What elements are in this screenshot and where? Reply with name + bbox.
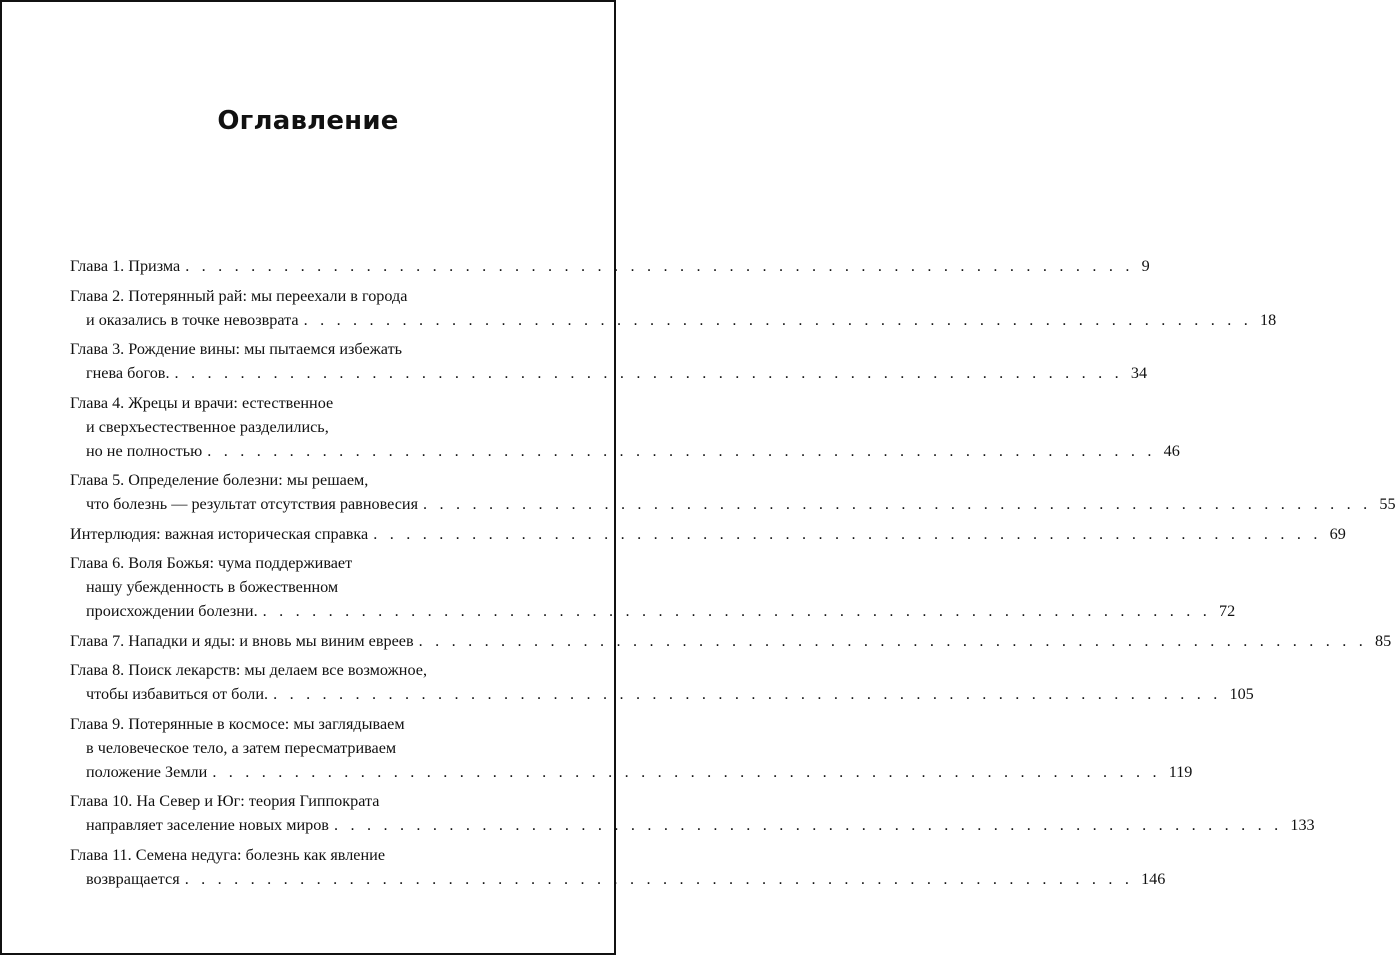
toc-entry-line: Глава 10. На Север и Юг: теория Гиппократа: [70, 792, 380, 810]
toc-entry: [70, 712, 1193, 784]
toc-entry: [70, 284, 1277, 332]
toc-entry: [70, 391, 1180, 463]
toc-entry-text: возвращается: [86, 869, 180, 888]
dot-leader: . . . . . . . . . . . . . . . . . . . . . . . . . . . . . . . . . . . . . . . . . . . . . . . . . . . . . . . . . .: [184, 869, 1134, 888]
toc-entry-text: происхождении болезни.: [86, 602, 258, 620]
toc-entry-line: [70, 361, 1148, 385]
toc-entry-line: [70, 439, 1180, 463]
dot-leader: . . . . . . . . . . . . . . . . . . . . . . . . . . . . . . . . . . . . . . . . . . . . . . . . . . . . . . . . . .: [373, 524, 1322, 543]
toc-entry-line: Глава 6. Воля Божья: чума поддерживает: [70, 554, 353, 572]
toc-entry-line: Глава 8. Поиск лекарств: мы делаем все возможное,: [70, 661, 427, 679]
dot-leader: . . . . . . . . . . . . . . . . . . . . . . . . . . . . . . . . . . . . . . . . . . . . . . . . . . . . . . . . . .: [423, 495, 1372, 513]
toc-page-number: 18: [1259, 310, 1277, 329]
toc-entry-line: Глава 5. Определение болезни: мы решаем,: [70, 471, 369, 489]
toc-entry-text: Глава 1. Призма: [70, 257, 181, 275]
toc-entry-line: [70, 492, 1396, 516]
toc-page-number: 72: [1219, 602, 1236, 620]
toc-entry-line: Глава 9. Потерянные в космосе: мы заглядываем: [70, 714, 405, 733]
toc-entry-text: чтобы избавиться от боли.: [86, 685, 269, 703]
toc-entry: [70, 551, 1236, 623]
toc-entry-text: Глава 7. Нападки и яды: и вновь мы виним евреев: [70, 631, 414, 650]
dot-leader: . . . . . . . . . . . . . . . . . . . . . . . . . . . . . . . . . . . . . . . . . . . . . . . . . . . . . . . . . .: [333, 816, 1283, 834]
toc-entry-line: [70, 522, 1346, 546]
table-of-contents: [70, 254, 1396, 896]
toc-entry: [70, 468, 1396, 516]
dot-leader: . . . . . . . . . . . . . . . . . . . . . . . . . . . . . . . . . . . . . . . . . . . . . . . . . . . . . . . . . .: [207, 441, 1156, 460]
toc-entry-text: гнева богов.: [86, 364, 170, 382]
toc-page-number: 105: [1229, 685, 1254, 703]
toc-page-number: 85: [1374, 631, 1392, 650]
toc-entry-line: нашу убежденность в божественном: [86, 578, 339, 596]
dot-leader: . . . . . . . . . . . . . . . . . . . . . . . . . . . . . . . . . . . . . . . . . . . . . . . . . . . . . . . . . .: [273, 685, 1222, 703]
toc-entry-line: [70, 867, 1166, 891]
toc-entry-line: [70, 308, 1277, 332]
toc-entry-line: Глава 3. Рождение вины: мы пытаемся избежать: [70, 340, 403, 358]
toc-entry-line: и сверхъестественное разделились,: [86, 417, 329, 436]
toc-entry-line: [70, 760, 1193, 784]
toc-entry: [70, 789, 1315, 837]
toc-entry-line: [70, 254, 1150, 278]
toc-entry: [70, 843, 1166, 891]
toc-entry-line: Глава 11. Семена недуга: болезнь как явление: [70, 845, 386, 864]
dot-leader: . . . . . . . . . . . . . . . . . . . . . . . . . . . . . . . . . . . . . . . . . . . . . . . . . . . . . . . . . .: [262, 602, 1212, 620]
toc-entry-line: Глава 2. Потерянный рай: мы переехали в города: [70, 286, 408, 305]
dot-leader: . . . . . . . . . . . . . . . . . . . . . . . . . . . . . . . . . . . . . . . . . . . . . . . . . . . . . . . . . .: [418, 631, 1367, 650]
dot-leader: . . . . . . . . . . . . . . . . . . . . . . . . . . . . . . . . . . . . . . . . . . . . . . . . . . . . . . . . . .: [212, 762, 1161, 781]
toc-entry: [70, 522, 1346, 546]
toc-entry: [70, 337, 1148, 385]
dot-leader: . . . . . . . . . . . . . . . . . . . . . . . . . . . . . . . . . . . . . . . . . . . . . . . . . . . . . . . . . .: [174, 364, 1123, 382]
toc-entry-line: [70, 813, 1315, 837]
toc-entry: [70, 658, 1254, 706]
toc-page-number: 55: [1379, 495, 1396, 513]
toc-entry-text: направляет заселение новых миров: [86, 816, 329, 834]
dot-leader: . . . . . . . . . . . . . . . . . . . . . . . . . . . . . . . . . . . . . . . . . . . . . . . . . . . . . . . . . .: [185, 257, 1134, 275]
toc-entry: [70, 254, 1150, 278]
toc-page-number: 69: [1329, 524, 1346, 543]
toc-entry-text: и оказались в точке невозврата: [86, 310, 299, 329]
toc-entry-text: что болезнь — результат отсутствия равновесия: [86, 495, 419, 513]
toc-entry-text: положение Земли: [86, 762, 208, 781]
toc-page-number: 146: [1141, 869, 1166, 888]
toc-entry-line: [70, 629, 1392, 653]
toc-entry: [70, 629, 1392, 653]
toc-page-number: 46: [1163, 441, 1180, 460]
toc-page-number: 34: [1130, 364, 1148, 382]
toc-page-number: 119: [1168, 762, 1193, 781]
toc-entry-line: [70, 599, 1236, 623]
toc-page-number: 133: [1290, 816, 1315, 834]
toc-entry-line: Глава 4. Жрецы и врачи: естественное: [70, 393, 334, 412]
toc-entry-text: Интерлюдия: важная историческая справка: [70, 524, 369, 543]
toc-entry-line: в человеческое тело, а затем пересматриваем: [86, 738, 397, 757]
toc-entry-text: но не полностью: [86, 441, 203, 460]
dot-leader: . . . . . . . . . . . . . . . . . . . . . . . . . . . . . . . . . . . . . . . . . . . . . . . . . . . . . . . . . .: [303, 310, 1252, 329]
toc-page-number: 9: [1141, 257, 1150, 275]
toc-entry-line: [70, 682, 1254, 706]
page-title: Оглавление: [217, 106, 399, 136]
